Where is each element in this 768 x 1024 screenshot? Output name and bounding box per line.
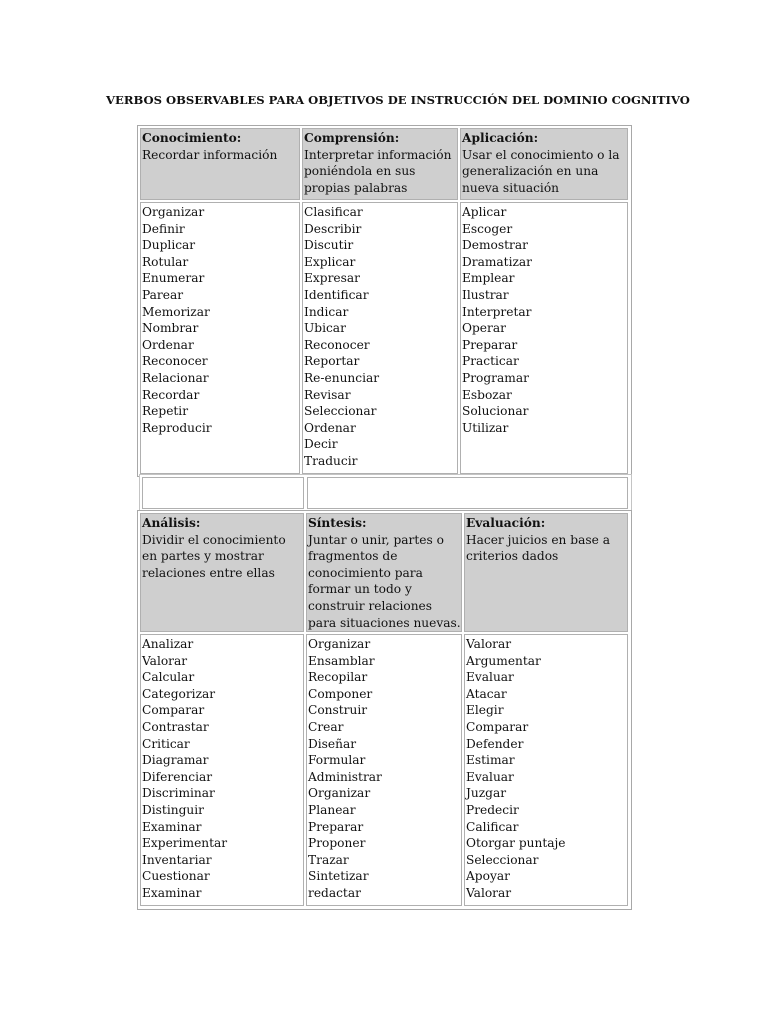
verb-item: Traducir	[304, 453, 358, 468]
verb-item: Seleccionar	[304, 404, 377, 419]
verb-list	[308, 636, 461, 902]
verb-list	[466, 636, 627, 902]
verb-item: Organizar	[308, 786, 371, 801]
verb-item: Valorar	[142, 653, 188, 668]
verb-item: Recopilar	[308, 670, 368, 685]
verb-item: Diferenciar	[142, 769, 213, 784]
verb-item: Crear	[308, 719, 344, 734]
verb-item: Elegir	[466, 703, 504, 718]
verb-item: Organizar	[142, 205, 205, 219]
column-heading: Conocimiento:	[142, 131, 242, 145]
verb-item: Diseñar	[308, 736, 357, 751]
verb-item: Enumerar	[142, 271, 205, 286]
verbs-cell-analisis	[140, 634, 304, 906]
verb-item: Parear	[142, 287, 184, 302]
verb-item: Valorar	[466, 885, 512, 900]
verb-item: Ordenar	[304, 420, 356, 435]
column-heading: Evaluación:	[466, 516, 546, 530]
verb-item: Re-enunciar	[304, 370, 380, 385]
column-description: Juntar o unir, partes o fragmentos de conocimiento para formar un todo y construir relaciones para situaciones nuevas.	[308, 532, 461, 630]
verb-item: Interpretar	[462, 304, 532, 319]
column-description: Interpretar información poniéndola en sus propias palabras	[304, 147, 452, 195]
verb-item: Programar	[462, 370, 529, 385]
column-description: Dividir el conocimiento en partes y mostrar relaciones entre ellas	[142, 532, 286, 580]
verb-item: Formular	[308, 753, 366, 768]
verb-item: Experimentar	[142, 836, 228, 851]
column-description: Hacer juicios en base a criterios dados	[466, 532, 610, 564]
verb-item: Examinar	[142, 885, 202, 900]
header-cell-comprension	[302, 128, 458, 200]
verb-item: Apoyar	[466, 869, 510, 884]
verb-item: redactar	[308, 885, 361, 900]
verb-item: Recordar	[142, 387, 200, 402]
header-cell-analisis	[140, 513, 304, 632]
verb-item: Aplicar	[462, 205, 507, 219]
verb-item: Reproducir	[142, 420, 212, 435]
column-heading: Comprensión:	[304, 131, 400, 145]
header-cell-sintesis	[306, 513, 462, 632]
verbs-cell-aplicacion	[460, 202, 628, 474]
verbs-cell-comprension	[302, 202, 458, 474]
verb-item: Definir	[142, 221, 185, 236]
verb-item: Demostrar	[462, 238, 528, 253]
verbs-cell-sintesis	[306, 634, 462, 906]
empty-cell	[307, 477, 628, 509]
verb-item: Trazar	[308, 852, 349, 867]
verb-item: Organizar	[308, 637, 371, 651]
verb-item: Discutir	[304, 238, 354, 253]
verb-item: Estimar	[466, 753, 515, 768]
verb-item: Memorizar	[142, 304, 210, 319]
column-heading: Aplicación:	[462, 131, 539, 145]
verb-item: Esbozar	[462, 387, 512, 402]
column-description: Usar el conocimiento o la generalización en una nueva situación	[462, 147, 620, 195]
verb-item: Decir	[304, 437, 338, 452]
verb-item: Cuestionar	[142, 869, 210, 884]
header-cell-evaluacion	[464, 513, 628, 632]
header-cell-conocimiento	[140, 128, 300, 200]
verb-item: Explicar	[304, 254, 356, 269]
verb-item: Nombrar	[142, 321, 199, 336]
verb-item: Reportar	[304, 354, 360, 369]
verb-item: Examinar	[142, 819, 202, 834]
verb-item: Argumentar	[466, 653, 541, 668]
verb-item: Componer	[308, 686, 373, 701]
verb-item: Seleccionar	[466, 852, 539, 867]
verb-item: Describir	[304, 221, 362, 236]
verb-item: Discriminar	[142, 786, 215, 801]
verb-item: Indicar	[304, 304, 349, 319]
column-heading: Análisis:	[142, 516, 201, 530]
verb-item: Operar	[462, 321, 506, 336]
verb-item: Expresar	[304, 271, 360, 286]
verb-list	[142, 204, 299, 436]
verb-item: Inventariar	[142, 852, 212, 867]
verb-item: Identificar	[304, 287, 369, 302]
verb-item: Preparar	[308, 819, 364, 834]
verb-item: Dramatizar	[462, 254, 532, 269]
verb-item: Analizar	[142, 637, 194, 651]
verb-item: Categorizar	[142, 686, 216, 701]
verb-item: Ordenar	[142, 337, 194, 352]
verb-item: Planear	[308, 802, 356, 817]
verb-item: Calificar	[466, 819, 519, 834]
verb-item: Defender	[466, 736, 524, 751]
spacer-row	[139, 474, 632, 512]
verb-item: Utilizar	[462, 420, 509, 435]
verb-item: Valorar	[466, 637, 512, 651]
verb-item: Ubicar	[304, 321, 346, 336]
verbs-table-2	[137, 510, 632, 910]
document-title: VERBOS OBSERVABLES PARA OBJETIVOS DE INSTRUCCIÓN DEL DOMINIO COGNITIVO	[106, 93, 690, 107]
verb-item: Emplear	[462, 271, 515, 286]
verb-item: Duplicar	[142, 238, 196, 253]
verb-item: Otorgar puntaje	[466, 836, 566, 851]
empty-cell	[142, 477, 304, 509]
verb-item: Juzgar	[466, 786, 507, 801]
verbs-cell-evaluacion	[464, 634, 628, 906]
verb-item: Ensamblar	[308, 653, 375, 668]
verb-item: Construir	[308, 703, 368, 718]
verbs-cell-conocimiento	[140, 202, 300, 474]
verb-item: Atacar	[466, 686, 507, 701]
header-cell-aplicacion	[460, 128, 628, 200]
verb-item: Repetir	[142, 404, 189, 419]
verb-item: Preparar	[462, 337, 518, 352]
verb-item: Rotular	[142, 254, 189, 269]
verb-item: Revisar	[304, 387, 351, 402]
verb-item: Relacionar	[142, 370, 209, 385]
verb-list	[304, 204, 457, 470]
verb-item: Calcular	[142, 670, 195, 685]
verb-item: Diagramar	[142, 753, 209, 768]
verb-item: Comparar	[466, 719, 529, 734]
verbs-table-1	[137, 125, 632, 477]
verb-item: Sintetizar	[308, 869, 369, 884]
verb-item: Contrastar	[142, 719, 209, 734]
verb-item: Solucionar	[462, 404, 529, 419]
verb-list	[142, 636, 303, 902]
verb-item: Evaluar	[466, 670, 514, 685]
verb-item: Reconocer	[304, 337, 370, 352]
verb-item: Comparar	[142, 703, 205, 718]
verb-item: Distinguir	[142, 802, 204, 817]
verb-list	[462, 204, 627, 436]
verb-item: Ilustrar	[462, 287, 509, 302]
column-heading: Síntesis:	[308, 516, 367, 530]
verb-item: Practicar	[462, 354, 519, 369]
verb-item: Escoger	[462, 221, 513, 236]
verb-item: Administrar	[308, 769, 382, 784]
column-description: Recordar información	[142, 147, 278, 162]
verb-item: Reconocer	[142, 354, 208, 369]
verb-item: Proponer	[308, 836, 366, 851]
verb-item: Evaluar	[466, 769, 514, 784]
verb-item: Predecir	[466, 802, 519, 817]
verb-item: Criticar	[142, 736, 190, 751]
verb-item: Clasificar	[304, 205, 363, 219]
